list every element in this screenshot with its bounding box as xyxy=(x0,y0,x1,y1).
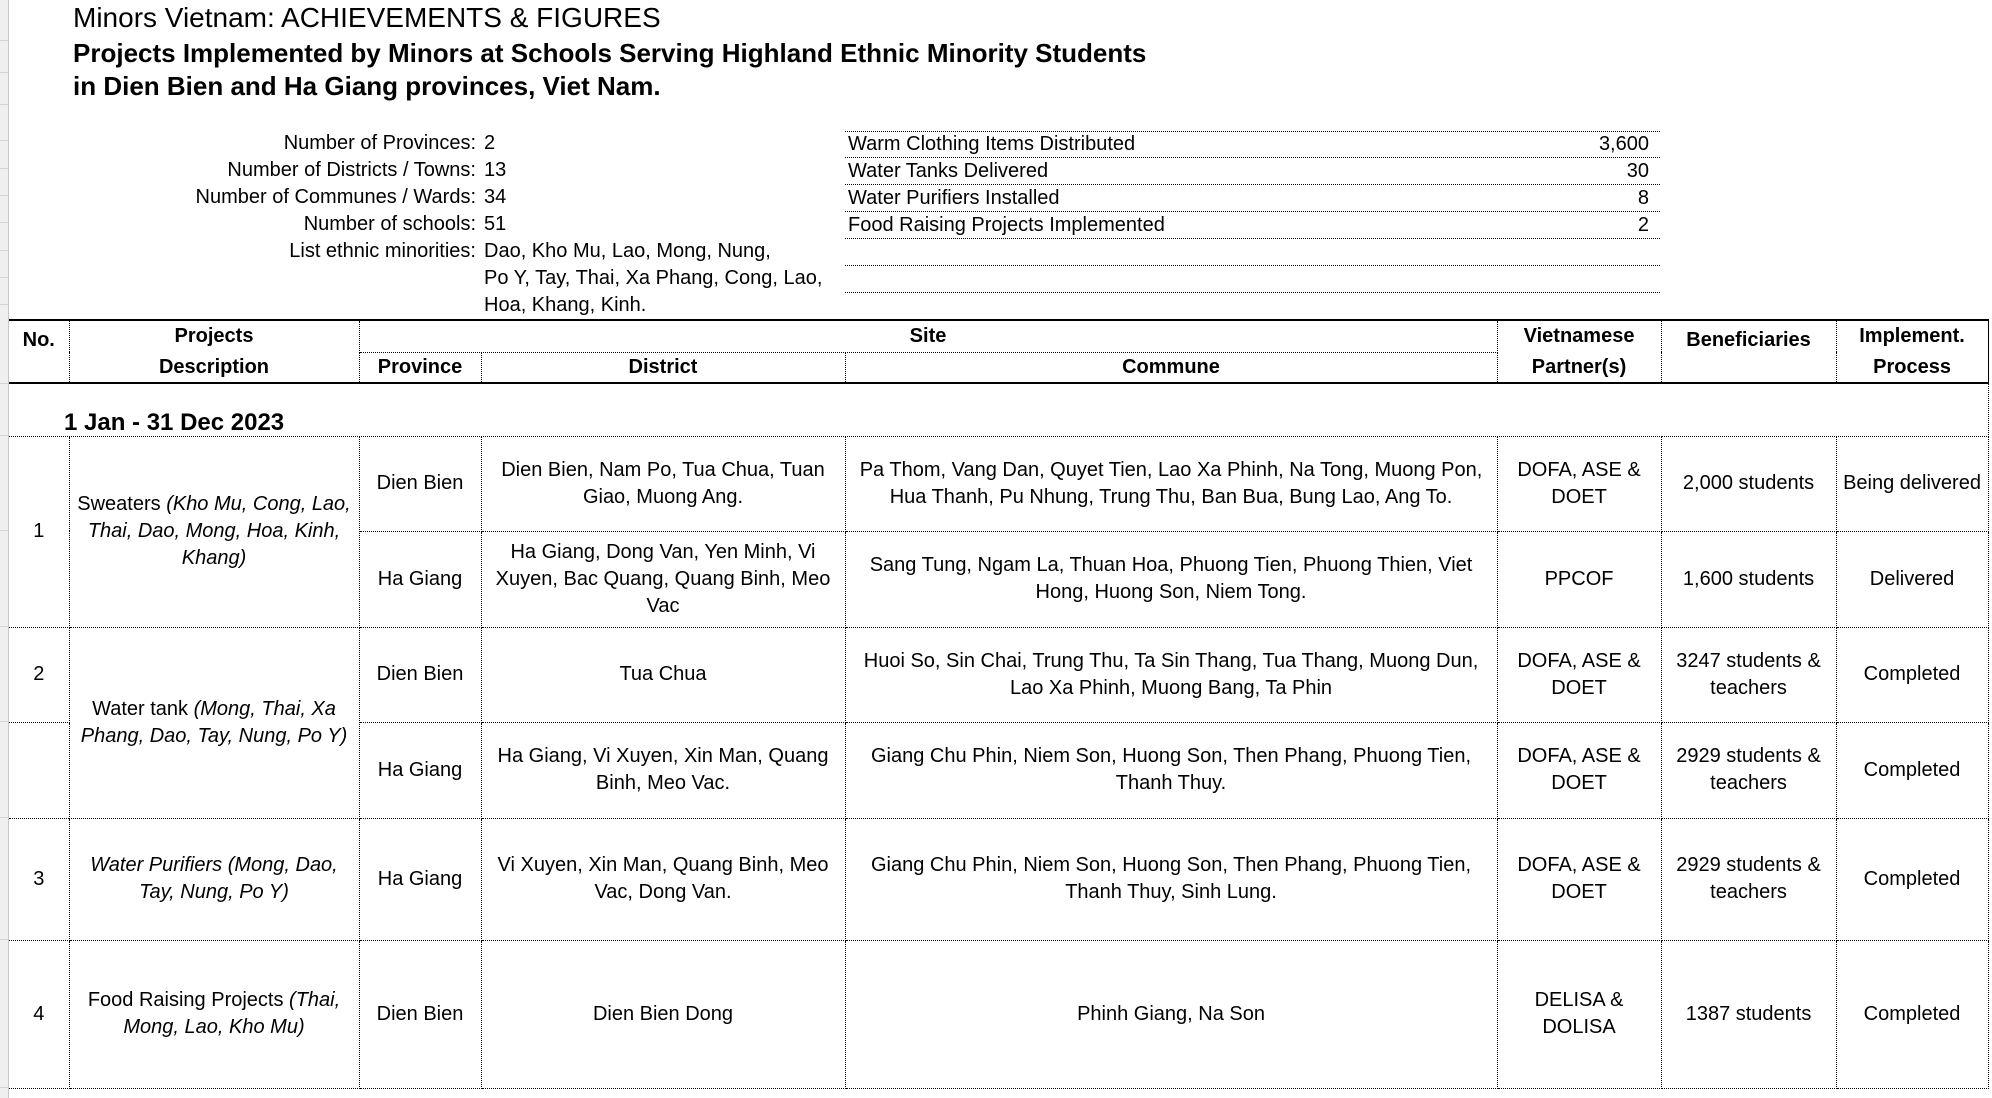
stat-value: 3,600 xyxy=(1598,133,1649,155)
cell-partner: DOFA, ASE & DOET xyxy=(1497,722,1661,818)
row-no: 1 xyxy=(9,436,69,627)
cell-commune: Giang Chu Phin, Niem Son, Huong Son, Then Phang, Phuong Tien, Thanh Thuy. xyxy=(845,722,1497,818)
header-process-2: Process xyxy=(1836,352,1988,383)
stat-warm-clothing xyxy=(845,131,1660,158)
cell-beneficiaries: 2,000 students xyxy=(1661,436,1836,531)
row-no: 3 xyxy=(9,818,69,940)
cell-process: Being delivered xyxy=(1836,436,1988,531)
table-row xyxy=(9,940,1988,1088)
cell-commune: Giang Chu Phin, Niem Son, Huong Son, Then Phang, Phuong Tien, Thanh Thuy, Sinh Lung. xyxy=(845,818,1497,940)
desc-plain: Sweaters xyxy=(77,493,167,515)
stat-empty-row xyxy=(845,239,1660,266)
header-description: Description xyxy=(69,352,359,383)
communes-value: 34 xyxy=(484,186,507,208)
cell-commune: Huoi So, Sin Chai, Trung Thu, Ta Sin Thang, Tua Thang, Muong Dun, Lao Xa Phinh, Muong Bang, Ta Phin xyxy=(845,627,1497,722)
report-title: Minors Vietnam: ACHIEVEMENTS & FIGURES xyxy=(73,2,661,33)
stat-empty-row xyxy=(845,266,1660,293)
desc-italic: (Mong, Thai, Xa Phang, Dao, Tay, Nung, Po Y) xyxy=(80,697,348,747)
cell-district: Ha Giang, Vi Xuyen, Xin Man, Quang Binh, Meo Vac. xyxy=(481,722,845,818)
row-no-empty xyxy=(9,722,69,818)
districts-label: Number of Districts / Towns: xyxy=(227,159,476,181)
row-description xyxy=(69,436,359,627)
cell-partner: DOFA, ASE & DOET xyxy=(1497,627,1661,722)
cell-province: Ha Giang xyxy=(359,818,481,940)
header-site: Site xyxy=(359,320,1497,352)
cell-partner: PPCOF xyxy=(1497,531,1661,627)
row-no: 2 xyxy=(9,627,69,722)
schools-label: Number of schools: xyxy=(303,213,476,235)
stat-water-purifiers xyxy=(845,185,1660,212)
header-partner: Vietnamese xyxy=(1497,320,1661,352)
row-description xyxy=(69,818,359,940)
cell-partner: DELISA & DOLISA xyxy=(1497,940,1661,1088)
cell-beneficiaries: 2929 students & teachers xyxy=(1661,722,1836,818)
cell-beneficiaries: 1387 students xyxy=(1661,940,1836,1088)
stat-food-raising xyxy=(845,212,1660,239)
minorities-line2: Po Y, Tay, Thai, Xa Phang, Cong, Lao, xyxy=(484,267,823,289)
desc-plain: Water tank xyxy=(92,697,194,720)
cell-district: Tua Chua xyxy=(481,627,845,722)
header-district: District xyxy=(481,352,845,383)
header-no: No. xyxy=(9,320,69,383)
header-province: Province xyxy=(359,352,481,383)
stat-value: 30 xyxy=(1626,160,1649,182)
report-subtitle-line1: Projects Implemented by Minors at Schools Serving Highland Ethnic Minority Students xyxy=(73,38,1147,68)
header-commune: Commune xyxy=(845,352,1497,383)
cell-partner: DOFA, ASE & DOET xyxy=(1497,818,1661,940)
period-label: 1 Jan - 31 Dec 2023 xyxy=(9,383,1988,436)
cell-district: Vi Xuyen, Xin Man, Quang Binh, Meo Vac, Dong Van. xyxy=(481,818,845,940)
header-partner-2: Partner(s) xyxy=(1497,352,1661,383)
schools-value: 51 xyxy=(484,213,507,235)
cell-district: Dien Bien, Nam Po, Tua Chua, Tuan Giao, Muong Ang. xyxy=(481,436,845,531)
cell-beneficiaries: 2929 students & teachers xyxy=(1661,818,1836,940)
stat-value: 2 xyxy=(1637,214,1649,236)
cell-district: Ha Giang, Dong Van, Yen Minh, Vi Xuyen, Bac Quang, Quang Binh, Meo Vac xyxy=(481,531,845,627)
cell-beneficiaries: 3247 students & teachers xyxy=(1661,627,1836,722)
projects-table xyxy=(9,319,1989,1089)
stat-name: Food Raising Projects Implemented xyxy=(848,214,1165,236)
cell-process: Completed xyxy=(1836,627,1988,722)
cell-province: Ha Giang xyxy=(359,531,481,627)
cell-province: Dien Bien xyxy=(359,940,481,1088)
cell-partner: DOFA, ASE & DOET xyxy=(1497,436,1661,531)
minorities-label: List ethnic minorities: xyxy=(289,240,476,262)
header-projects: Projects xyxy=(69,320,359,352)
row-no: 4 xyxy=(9,940,69,1088)
cell-commune: Phinh Giang, Na Son xyxy=(845,940,1497,1088)
stat-name: Water Tanks Delivered xyxy=(848,160,1049,182)
table-row xyxy=(9,818,1988,940)
stat-water-tanks xyxy=(845,158,1660,185)
stat-name: Warm Clothing Items Distributed xyxy=(848,133,1136,155)
minorities-line1: Dao, Kho Mu, Lao, Mong, Nung, xyxy=(484,240,771,262)
header-beneficiaries: Beneficiaries xyxy=(1661,320,1836,383)
cell-process: Completed xyxy=(1836,722,1988,818)
desc-italic: Water Purifiers (Mong, Dao, Tay, Nung, Po Y) xyxy=(90,854,338,903)
row-description xyxy=(69,627,359,818)
cell-process: Delivered xyxy=(1836,531,1988,627)
row-description xyxy=(69,940,359,1088)
desc-italic: (Kho Mu, Cong, Lao, Thai, Dao, Mong, Hoa, Kinh, Khang) xyxy=(87,493,351,569)
communes-label: Number of Communes / Wards: xyxy=(195,186,476,208)
stat-value: 8 xyxy=(1637,187,1649,209)
provinces-value: 2 xyxy=(484,132,496,154)
table-row xyxy=(9,627,1988,722)
districts-value: 13 xyxy=(484,159,507,181)
provinces-label: Number of Provinces: xyxy=(283,132,476,154)
cell-commune: Pa Thom, Vang Dan, Quyet Tien, Lao Xa Phinh, Na Tong, Muong Pon, Hua Thanh, Pu Nhung, Trung Thu, Ban Bua, Bung Lao, Ang To. xyxy=(845,436,1497,531)
desc-plain: Food Raising Projects xyxy=(87,989,290,1011)
minorities-line3: Hoa, Khang, Kinh. xyxy=(484,294,647,316)
desc-italic: (Thai, Mong, Lao, Kho Mu) xyxy=(123,989,341,1038)
header-process: Implement. xyxy=(1836,320,1988,352)
cell-province: Dien Bien xyxy=(359,436,481,531)
cell-process: Completed xyxy=(1836,818,1988,940)
row-header-strip xyxy=(0,0,9,1098)
cell-district: Dien Bien Dong xyxy=(481,940,845,1088)
cell-process: Completed xyxy=(1836,940,1988,1088)
cell-commune: Sang Tung, Ngam La, Thuan Hoa, Phuong Tien, Phuong Thien, Viet Hong, Huong Son, Niem Tong. xyxy=(845,531,1497,627)
cell-province: Ha Giang xyxy=(359,722,481,818)
report-subtitle-line2: in Dien Bien and Ha Giang provinces, Viet Nam. xyxy=(73,71,661,101)
table-row xyxy=(9,436,1988,531)
cell-beneficiaries: 1,600 students xyxy=(1661,531,1836,627)
cell-province: Dien Bien xyxy=(359,627,481,722)
stat-name: Water Purifiers Installed xyxy=(848,187,1060,209)
